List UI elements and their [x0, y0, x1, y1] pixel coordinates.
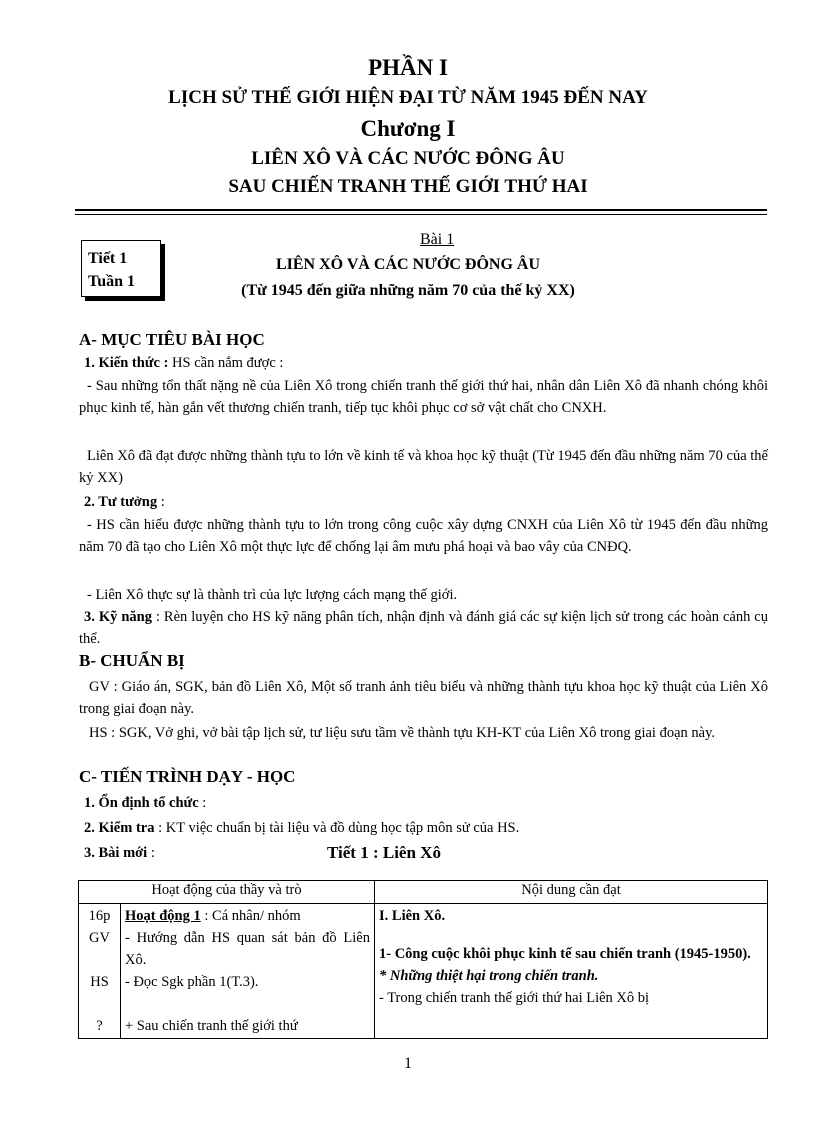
activity-1-label: Hoạt động 1 [125, 908, 201, 924]
content-spacer [379, 927, 763, 943]
student-prep: HS : SGK, Vở ghi, vở bài tập lịch sử, tư liệu sưu tầm về thành tựu KH-KT của Liên Xô trong giai đoạn này. [89, 725, 716, 741]
step-2-label: 2. Kiểm tra [84, 820, 155, 836]
lesson-number: Bài 1 [420, 231, 455, 248]
knowledge-paragraph-2: Liên Xô đã đạt được những thành tựu to lớn về kinh tế và khoa học kỹ thuật (Từ 1945 đến đầu những năm 70 của thế kỷ XX) [79, 448, 768, 486]
activity-1-line [125, 905, 370, 927]
skills-label: 3. Kỹ năng [84, 609, 152, 625]
section-a-heading: A- MỤC TIÊU BÀI HỌC [79, 330, 265, 349]
chapter-title: Chương I [360, 116, 456, 141]
teacher-student-activities-cell [121, 904, 375, 1039]
knowledge-label: 1. Kiến thức : [84, 355, 169, 371]
teacher-prep: GV : Giáo án, SGK, bản đồ Liên Xô, Một số tranh ảnh tiêu biểu và những thành tựu khoa học kỹ thuật của Liên Xô trong giai đoạn này. [79, 679, 768, 717]
role-code-gv: GV [89, 930, 110, 946]
step-1 [84, 793, 773, 815]
role-code-spacer-2 [83, 993, 116, 1015]
role-codes-cell [79, 904, 121, 1039]
part-subtitle: LỊCH SỬ THẾ GIỚI HIỆN ĐẠI TỪ NĂM 1945 ĐẾN NAY [168, 87, 648, 108]
step-3-label: 3. Bài mới [84, 845, 148, 861]
table-header-row [79, 881, 768, 904]
part-title: PHẦN I [368, 55, 448, 80]
ideology-paragraph-2: - Liên Xô thực sự là thành trì của lực lượng cách mạng thế giới. [87, 587, 458, 603]
role-code-hs: HS [90, 974, 109, 990]
content-cell [375, 904, 768, 1039]
activity-spacer [125, 993, 370, 1015]
section-b-heading: B- CHUẨN BỊ [79, 651, 185, 670]
content-heading-2: 1- Công cuộc khôi phục kinh tế sau chiến tranh (1945-1950). [379, 946, 751, 962]
col-header-content: Nội dung cần đạt [375, 881, 768, 904]
lesson-activity-table [78, 880, 768, 1039]
activity-1-text: : Cá nhân/ nhóm [200, 908, 301, 924]
ideology-label: 2. Tư tưởng [84, 494, 158, 510]
content-heading-1: I. Liên Xô. [379, 908, 446, 924]
skills-text: : Rèn luyện cho HS kỹ năng phân tích, nhận định và đánh giá các sự kiện lịch sử trong các hoàn cảnh cụ thể. [79, 609, 768, 647]
role-code-question: ? [96, 1018, 103, 1034]
knowledge-paragraph-1: - Sau những tổn thất nặng nề của Liên Xô trong chiến tranh thế giới thứ hai, nhân dân Liên Xô đã nhanh chóng khôi phục kinh tế, hàn gắn vết thương chiến tranh, tiếp tục khôi phục cơ sở vật chất cho CNXH. [79, 378, 768, 416]
table-row [79, 904, 768, 1039]
divider-thin [75, 214, 767, 215]
knowledge-intro: HS cần nắm được : [168, 355, 284, 371]
time-code: 16p [88, 908, 111, 924]
content-subheading: * Những thiệt hại trong chiến tranh. [379, 968, 599, 984]
chapter-heading-line-2: SAU CHIẾN TRANH THẾ GIỚI THỨ HAI [228, 176, 588, 197]
lesson-title: LIÊN XÔ VÀ CÁC NƯỚC ĐÔNG ÂU [275, 256, 540, 273]
ideology-paragraph-1: - HS cần hiểu được những thành tựu to lớn trong công cuộc xây dựng CNXH của Liên Xô từ 1945 đến đầu những năm 70 đã tạo cho Liên Xô một thực lực để chống lại âm mưu phá hoại và bao vây của CNĐQ. [79, 517, 768, 555]
tiet-label: Tiết 1 [88, 250, 128, 267]
step-2 [84, 818, 773, 840]
section-c-heading: C- TIẾN TRÌNH DẠY - HỌC [79, 767, 296, 786]
lesson-period: (Từ 1945 đến giữa những năm 70 của thế kỷ XX) [241, 282, 575, 299]
question-text: + Sau chiến tranh thế giới thứ [125, 1018, 298, 1034]
skills-paragraph [79, 607, 768, 650]
step-3-colon: : [147, 845, 155, 861]
chapter-heading-line-1: LIÊN XÔ VÀ CÁC NƯỚC ĐÔNG ÂU [251, 148, 565, 169]
knowledge-line [84, 353, 773, 375]
step-1-label: 1. Ổn định tổ chức [84, 795, 199, 811]
period-title: Tiết 1 : Liên Xô [327, 843, 441, 862]
step-1-colon: : [198, 795, 207, 811]
ideology-line [84, 492, 773, 514]
role-code-spacer [83, 949, 116, 971]
divider-thick [75, 209, 767, 211]
step-2-text: : KT việc chuẩn bị tài liệu và đồ dùng học tập môn sử của HS. [154, 820, 520, 836]
tuan-label: Tuần 1 [88, 273, 135, 290]
ideology-colon: : [157, 494, 165, 510]
page-number: 1 [404, 1055, 412, 1072]
content-text: - Trong chiến tranh thế giới thứ hai Liên Xô bị [379, 990, 650, 1006]
hs-instruction: - Đọc Sgk phần 1(T.3). [125, 974, 259, 990]
col-header-activities: Hoạt động của thầy và trò [79, 881, 375, 904]
gv-instruction: - Hướng dẫn HS quan sát bản đồ Liên Xô. [125, 930, 370, 968]
